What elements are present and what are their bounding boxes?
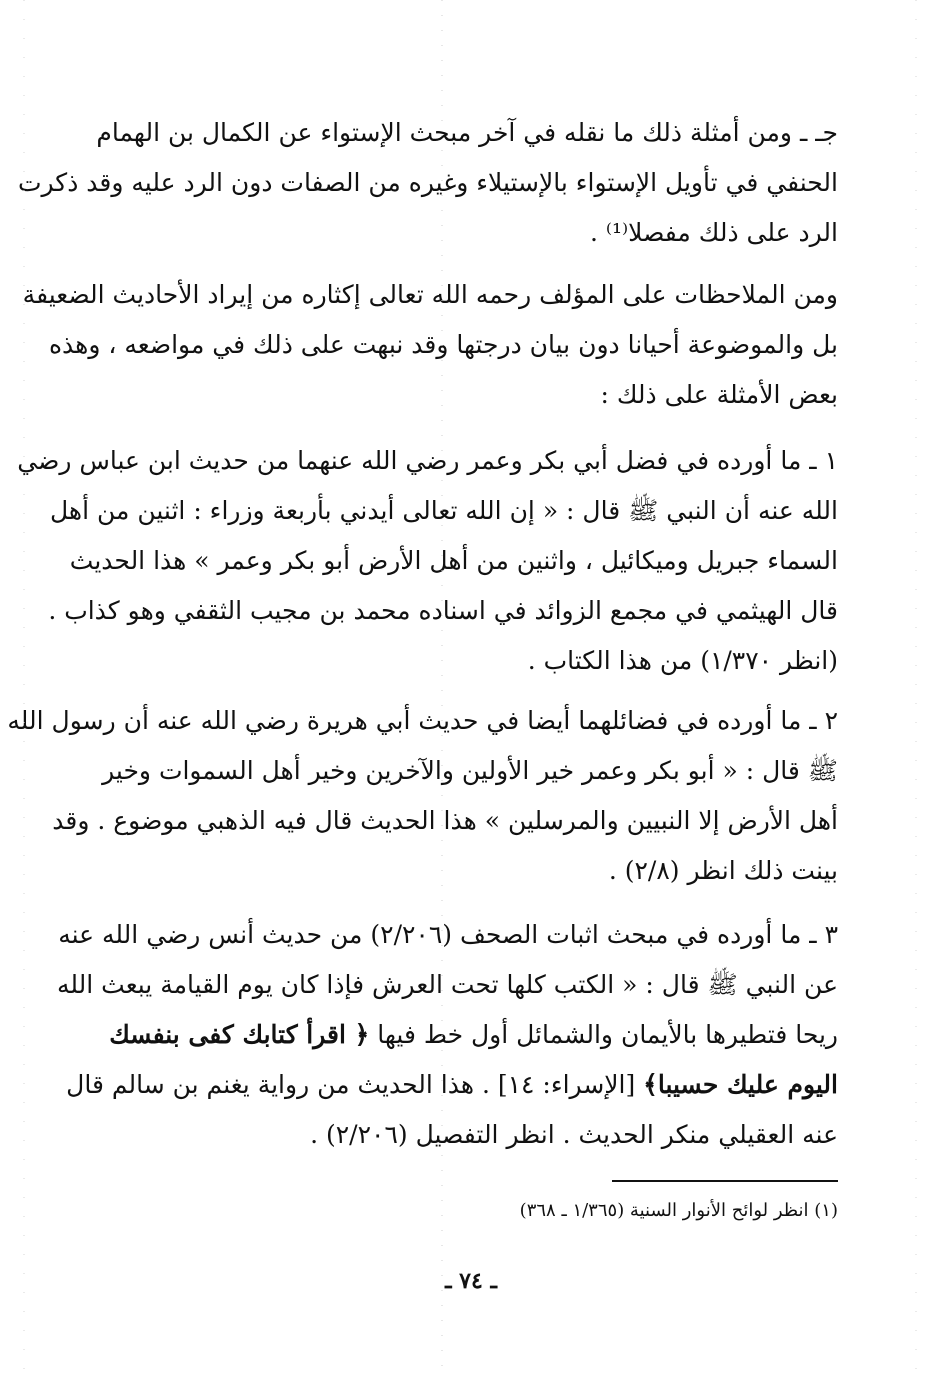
text-line: الرد على ذلك مفصلا⁽¹⁾ . [589, 218, 838, 247]
list-item-3 [56, 910, 838, 1160]
text-line [66, 1060, 838, 1110]
quran-verse-start: ﴿ اقرأ كتابك كفى بنفسك [109, 1020, 370, 1049]
list-item-2 [7, 696, 838, 896]
text-line: (انظر ١/٣٧٠) من هذا الكتاب . [527, 646, 838, 675]
list-item-1 [17, 436, 838, 686]
text-line: قال الهيثمي في مجمع الزوائد في اسناده محمد بن مجيب الثقفي وهو كذاب . [48, 596, 838, 625]
text-line: ١ ـ ما أورده في فضل أبي بكر وعمر رضي الله عنهما من حديث ابن عباس رضي [17, 446, 838, 475]
text-line: عنه العقيلي منكر الحديث . انظر التفصيل (٢/٢٠٦) . [310, 1120, 838, 1149]
footnote: (١) انظر لوائح الأنوار السنية (١/٣٦٥ ـ ٣٦٨) [519, 1200, 838, 1221]
text-line: السماء جبريل وميكائيل ، واثنين من أهل الأرض أبو بكر وعمر » هذا الحديث [69, 546, 838, 575]
text-line: بينت ذلك انظر (٢/٨) . [608, 856, 838, 885]
text-line: ومن الملاحظات على المؤلف رحمه الله تعالى إكثاره من إيراد الأحاديث الضعيفة [22, 280, 838, 309]
text-segment: ريحا فتطيرها بالأيمان والشمائل أول خط فيها [377, 1020, 838, 1049]
text-line: ٣ ـ ما أورده في مبحث اثبات الصحف (٢/٢٠٦) من حديث أنس رضي الله عنه [58, 920, 838, 949]
text-line: جـ ـ ومن أمثلة ذلك ما نقله في آخر مبحث الإستواء عن الكمال بن الهمام [96, 118, 838, 147]
footnote-separator [612, 1180, 838, 1182]
text-line: الحنفي في تأويل الإستواء بالإستيلاء وغيره من الصفات دون الرد عليه وقد ذكرت [17, 168, 838, 197]
text-line: الله عنه أن النبي ﷺ قال : « إن الله تعالى أيدني بأربعة وزراء : اثنين من أهل [49, 496, 838, 525]
paragraph-intro [22, 270, 838, 420]
text-line: ٢ ـ ما أورده في فضائلهما أيضا في حديث أبي هريرة رضي الله عنه أن رسول الله [7, 706, 838, 735]
text-line [109, 1010, 838, 1060]
text-line: بعض الأمثلة على ذلك : [600, 380, 838, 409]
text-segment: [الإسراء: ١٤] . هذا الحديث من رواية يغنم بن سالم قال [66, 1070, 644, 1099]
quran-verse-end: اليوم عليك حسيبا﴾ [643, 1070, 838, 1099]
text-line: بل والموضوعة أحيانا دون بيان درجتها وقد نبهت على ذلك في مواضعه ، وهذه [48, 330, 838, 359]
page-number: ـ ٧٤ ـ [445, 1268, 497, 1294]
text-line: عن النبي ﷺ قال : « الكتب كلها تحت العرش فإذا كان يوم القيامة يبعث الله [56, 970, 838, 999]
text-line: أهل الأرض إلا النبيين والمرسلين » هذا الحديث قال فيه الذهبي موضوع . وقد [52, 806, 838, 835]
paragraph-jim [17, 108, 838, 258]
text-line: ﷺ قال : « أبو بكر وعمر خير الأولين والآخرين وخير أهل السموات وخير [102, 756, 838, 785]
